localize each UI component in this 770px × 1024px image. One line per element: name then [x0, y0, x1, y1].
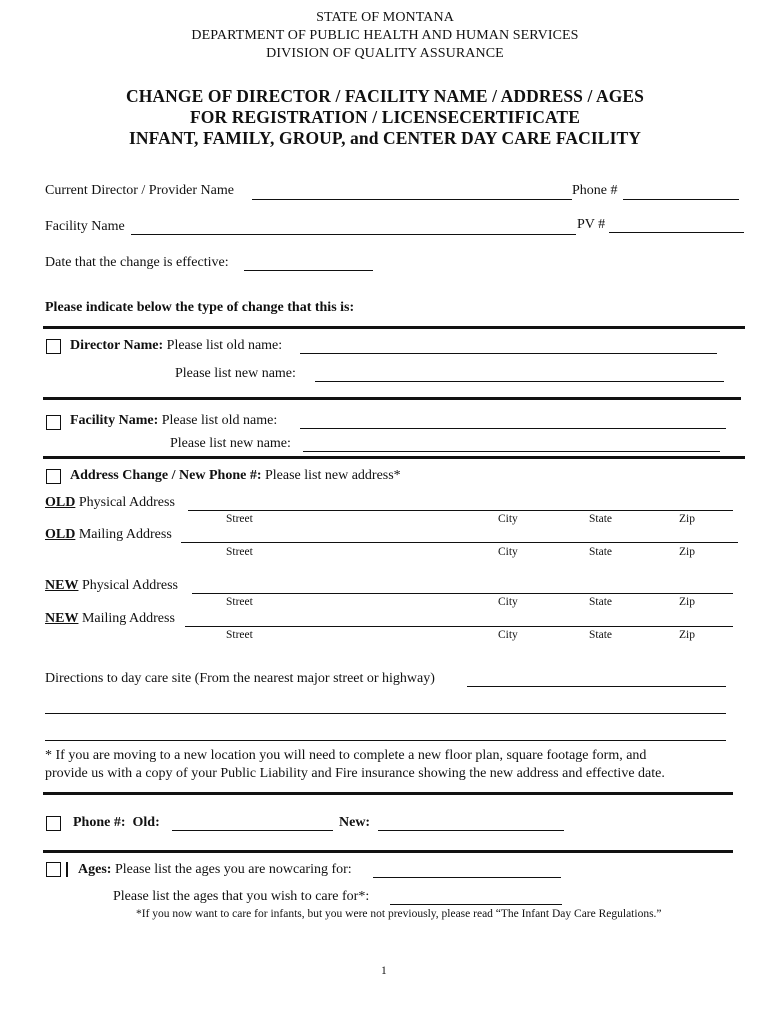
state-caption: State: [589, 546, 612, 558]
zip-caption: Zip: [679, 546, 695, 558]
effective-date-label: Date that the change is effective:: [45, 255, 229, 270]
ages-wish-field[interactable]: [390, 904, 562, 905]
address-change-checkbox[interactable]: [46, 469, 61, 484]
section-divider: [43, 850, 733, 853]
change-type-instruction: Please indicate below the type of change that this is:: [45, 300, 355, 315]
director-provider-field[interactable]: [252, 199, 572, 200]
infant-regulations-note: *If you now want to care for infants, but you were not previously, please read “The Infant Day Care Regulations.”: [136, 908, 662, 920]
directions-field[interactable]: [467, 686, 726, 687]
ages-wish-label: Please list the ages that you wish to care for*:: [113, 889, 370, 904]
city-caption: City: [498, 596, 518, 608]
state-caption: State: [589, 513, 612, 525]
directions-label: Directions to day care site (From the nearest major street or highway): [45, 671, 435, 686]
director-new-name-label: Please list new name:: [175, 366, 296, 381]
phone-change-checkbox[interactable]: [46, 816, 61, 831]
street-caption: Street: [226, 629, 253, 641]
ages-change-checkbox[interactable]: [46, 862, 61, 877]
ages-current-label: Ages: Please list the ages you are nowcaring for:: [78, 862, 352, 877]
pv-field[interactable]: [609, 232, 744, 233]
new-mailing-address-field[interactable]: [185, 626, 733, 627]
moving-note-line1: * If you are moving to a new location you will need to complete a new floor plan, square footage form, and: [45, 748, 647, 763]
ages-current-field[interactable]: [373, 877, 561, 878]
new-physical-address-label: NEW Physical Address: [45, 578, 179, 593]
zip-caption: Zip: [679, 596, 695, 608]
phone-label: Phone #: [572, 183, 618, 198]
facility-new-name-field[interactable]: [303, 451, 720, 452]
street-caption: Street: [226, 513, 253, 525]
phone-field[interactable]: [623, 199, 739, 200]
city-caption: City: [498, 546, 518, 558]
facility-old-name-field[interactable]: [300, 428, 726, 429]
city-caption: City: [498, 629, 518, 641]
directions-field-line3[interactable]: [45, 740, 726, 741]
director-old-name-field[interactable]: [300, 353, 717, 354]
phone-change-label: Phone #: Old:: [73, 815, 160, 830]
director-name-old-label: Director Name: Please list old name:: [70, 338, 283, 353]
zip-caption: Zip: [679, 629, 695, 641]
form-title-line2: FOR REGISTRATION / LICENSECERTIFICATE: [190, 107, 580, 127]
new-physical-address-field[interactable]: [192, 593, 733, 594]
directions-field-line2[interactable]: [45, 713, 726, 714]
facility-name-label: Facility Name: [45, 219, 125, 234]
phone-new-field[interactable]: [378, 830, 564, 831]
section-divider: [43, 456, 745, 459]
checkbox-mark: [66, 862, 68, 877]
city-caption: City: [498, 513, 518, 525]
facility-name-field[interactable]: [131, 234, 576, 235]
street-caption: Street: [226, 596, 253, 608]
page-number: 1: [381, 965, 387, 977]
director-provider-label: Current Director / Provider Name: [45, 183, 234, 198]
old-physical-address-field[interactable]: [188, 510, 733, 511]
moving-note-line2: provide us with a copy of your Public Liability and Fire insurance showing the new address and effective date.: [45, 766, 665, 781]
new-mailing-address-label: NEW Mailing Address: [45, 611, 175, 626]
header-state: STATE OF MONTANA: [316, 10, 454, 25]
phone-old-field[interactable]: [172, 830, 333, 831]
old-mailing-address-field[interactable]: [181, 542, 738, 543]
state-caption: State: [589, 596, 612, 608]
old-physical-address-label: OLD Physical Address: [45, 495, 175, 510]
section-divider: [43, 326, 745, 329]
director-name-checkbox[interactable]: [46, 339, 61, 354]
director-new-name-field[interactable]: [315, 381, 724, 382]
pv-label: PV #: [577, 217, 606, 232]
form-title-line3: INFANT, FAMILY, GROUP, and CENTER DAY CARE FACILITY: [128, 128, 642, 148]
form-title-line1: CHANGE OF DIRECTOR / FACILITY NAME / ADDRESS / AGES: [125, 86, 645, 106]
facility-name-old-label: Facility Name: Please list old name:: [70, 413, 278, 428]
state-caption: State: [589, 629, 612, 641]
header-department: DEPARTMENT OF PUBLIC HEALTH AND HUMAN SERVICES: [191, 28, 579, 43]
facility-new-name-label: Please list new name:: [170, 436, 291, 451]
old-mailing-address-label: OLD Mailing Address: [45, 527, 172, 542]
facility-name-checkbox[interactable]: [46, 415, 61, 430]
header-division: DIVISION OF QUALITY ASSURANCE: [266, 46, 504, 61]
section-divider: [43, 792, 733, 795]
section-divider: [43, 397, 741, 400]
street-caption: Street: [226, 546, 253, 558]
phone-new-label: New:: [339, 815, 371, 830]
zip-caption: Zip: [679, 513, 695, 525]
effective-date-field[interactable]: [244, 270, 373, 271]
address-change-label: Address Change / New Phone #: Please list new address*: [70, 468, 401, 483]
